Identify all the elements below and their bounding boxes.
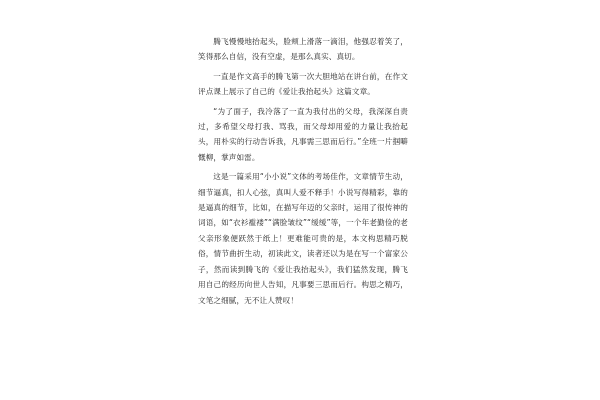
paragraph-4: 这是一篇采用“小小说”文体的考场佳作，文章情节生动，细节逼真，扣人心弦，真叫人爱不释手！小说写得精彩，靠的是逼真的细节，比如，在描写年迈的父亲时，运用了很传神的词语，如“衣衫褴褛”“满脸皱纹”“缓缓”等，一个年老勤俭的老父亲形象便跃然于纸上！更难能可贵的是，本文构思精巧脱俗，情节曲折生动，初读此文，读者还以为是在写一个富家公子，然而读到腾飞的《爱让我抬起头》，我们猛然发现，腾飞用自己的经历向世人告知，凡事要三思而后行。构思之精巧，文笔之细腻，无不让人赞叹！ — [198, 172, 408, 305]
paragraph-2: 一直是作文高手的腾飞第一次大胆地站在讲台前，在作文评点课上展示了自己的《爱让我抬起头》这篇文章。 — [198, 71, 408, 97]
paragraph-1: 腾飞慢慢地抬起头，脸颊上滑落一滴泪，他强忍着笑了，笑得那么自信，没有空虚，是那么真实、真切。 — [198, 37, 408, 62]
article-body — [198, 34, 408, 312]
paragraph-3: “为了面子，我冷落了一直为我付出的父母，我深深自责过，多希望父母打我、骂我，而父母却用爱的力量让我抬起头，用朴实的行动告诉我，凡事需三思而后行。”全班一片掴噼慨柳，掌声如雷。 — [198, 106, 408, 162]
